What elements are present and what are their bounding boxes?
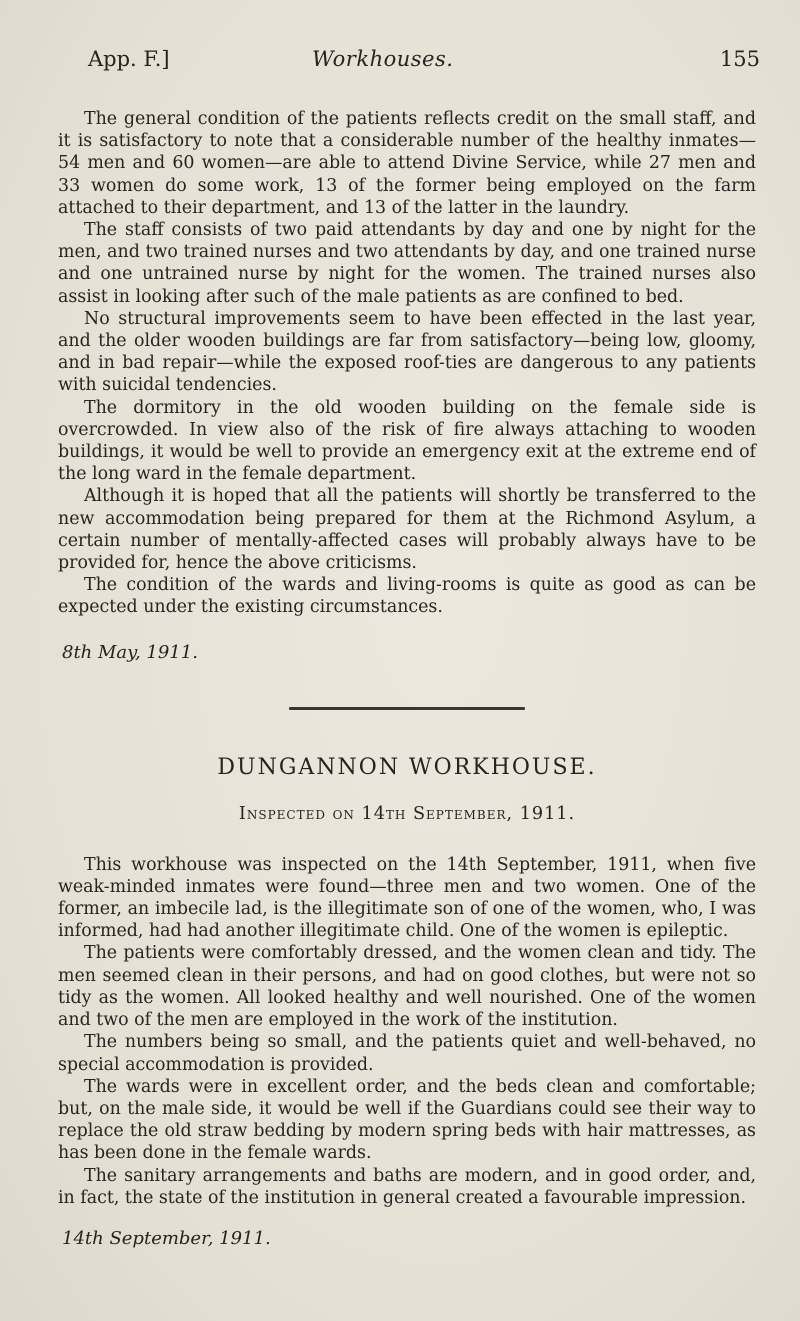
section-title: DUNGANNON WORKHOUSE. (217, 754, 597, 780)
running-head (88, 44, 760, 74)
paragraph: The wards were in excellent order, and the beds clean and comfortable; but, on the male side, it would be well if the Guardians could see their way to replace the old straw bedding by modern spring beds with hair mattresses, as has been done in the female wards. (58, 1076, 756, 1164)
paragraph: The condition of the wards and living-rooms is quite as good as can be expected under the existing circumstances. (58, 575, 756, 618)
page-number: 155 (719, 47, 760, 71)
report-date: 14th September, 1911. (62, 1227, 271, 1249)
section-body (58, 854, 756, 1209)
paragraph: The dormitory in the old wooden building on the female side is overcrowded. In view also of the risk of fire always attaching to wooden buildings, it would be well to provide an emergency exit at the extreme end of the long ward in the female department. (58, 397, 756, 485)
paragraph: The general condition of the patients reflects credit on the small staff, and it is satisfactory to note that a considerable number of the healthy inmates—54 men and 60 women—are able to attend Divine Service, while 27 men and 33 women do some work, 13 of the former being employed on the farm attached to their department, and 13 of the latter in the laundry. (58, 109, 756, 218)
chapter-title: Workhouses. (312, 47, 454, 71)
paragraph: The numbers being so small, and the patients quiet and well-behaved, no special accommodation is provided. (58, 1032, 756, 1075)
paragraph: The staff consists of two paid attendants by day and one by night for the men, and two trained nurses and two attendants by day, and one trained nurse and one untrained nurse by night for the women. The trained nurses also assist in looking after such of the male patients as are confined to bed. (58, 220, 756, 307)
paragraph: The sanitary arrangements and baths are modern, and in good order, and, in fact, the state of the institution in general created a favourable impression. (58, 1165, 756, 1208)
section-subtitle: Inspected on 14th September, 1911. (238, 803, 576, 824)
paragraph: The patients were comfortably dressed, and the women clean and tidy. The men seemed clean in their persons, and had on good clothes, but were not so tidy as the women. All looked healthy and well nourished. One of the women and two of the men are employed in the work of the institution. (58, 943, 756, 1031)
report-date: 8th May, 1911. (62, 641, 198, 663)
section-divider (289, 707, 525, 710)
body-text (58, 108, 756, 1251)
paragraph: No structural improvements seem to have been effected in the last year, and the older wooden buildings are far from satisfactory—being low, gloomy, and in bad repair—while the exposed roof-ties are dangerous to any patients with suicidal tendencies. (58, 308, 756, 396)
paragraph: This workhouse was inspected on the 14th September, 1911, when five weak-minded inmates were found—three men and two women. One of the former, an imbecile lad, is the illegitimate son of one of the women, who, I was informed, had had another illegitimate child. One of the women is epileptic. (58, 854, 756, 942)
paragraph: Although it is hoped that all the patients will shortly be transferred to the new accommodation being prepared for them at the Richmond Asylum, a certain number of mentally-affected cases will probably always have to be provided for, hence the above criticisms. (58, 486, 756, 574)
appendix-reference: App. F.] (88, 47, 170, 71)
